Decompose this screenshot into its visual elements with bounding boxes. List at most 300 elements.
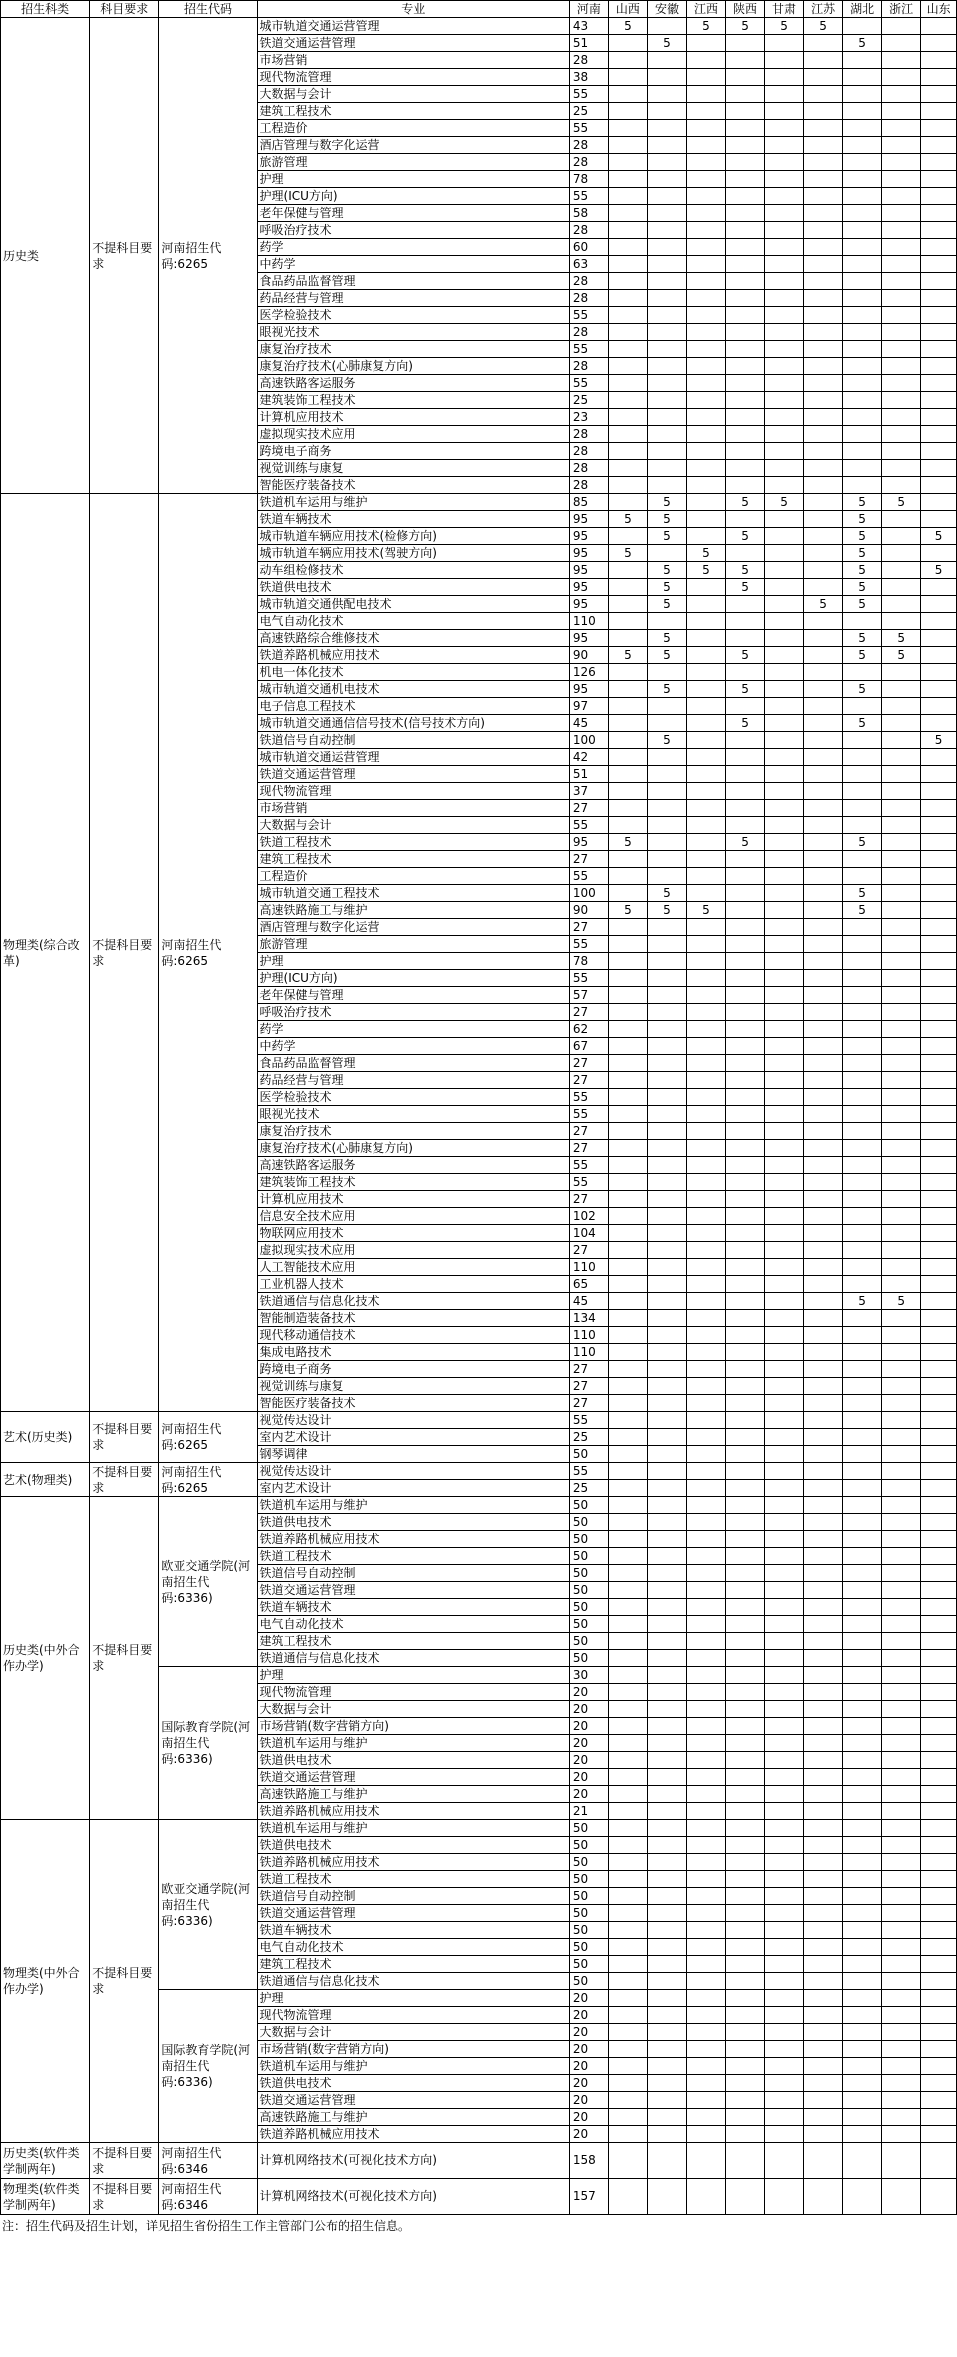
province-count-cell (765, 1905, 804, 1922)
province-count-cell (921, 1004, 957, 1021)
province-count-cell (804, 1803, 843, 1820)
province-count-cell (647, 953, 686, 970)
major-cell: 药品经营与管理 (257, 1072, 569, 1089)
province-count-cell (608, 1259, 647, 1276)
province-count-cell (686, 987, 725, 1004)
province-count-cell (804, 239, 843, 256)
province-count-cell (843, 1701, 882, 1718)
henan-count-cell: 43 (569, 18, 608, 35)
henan-count-cell: 60 (569, 239, 608, 256)
province-count-cell (804, 460, 843, 477)
province-count-cell (921, 834, 957, 851)
province-count-cell (726, 52, 765, 69)
province-count-cell: 5 (726, 647, 765, 664)
province-count-cell (921, 647, 957, 664)
province-count-cell: 5 (843, 528, 882, 545)
province-count-cell: 5 (843, 494, 882, 511)
province-count-cell (647, 766, 686, 783)
henan-count-cell: 50 (569, 1922, 608, 1939)
province-count-cell (608, 1514, 647, 1531)
major-cell: 铁道交通运营管理 (257, 1905, 569, 1922)
province-count-cell (765, 987, 804, 1004)
province-count-cell (804, 868, 843, 885)
province-count-cell (921, 307, 957, 324)
province-count-cell (804, 545, 843, 562)
province-count-cell (647, 1089, 686, 1106)
province-count-cell (765, 2143, 804, 2179)
province-count-cell (804, 1956, 843, 1973)
province-count-cell (921, 664, 957, 681)
province-count-cell: 5 (882, 494, 921, 511)
province-count-cell (921, 1871, 957, 1888)
group-cell: 物理类(中外合作办学) (1, 1820, 90, 2143)
province-count-cell (686, 1208, 725, 1225)
province-count-cell (921, 86, 957, 103)
province-count-cell (765, 358, 804, 375)
major-cell: 护理 (257, 953, 569, 970)
province-count-cell (726, 613, 765, 630)
province-count-cell (921, 2041, 957, 2058)
province-count-cell: 5 (804, 18, 843, 35)
province-count-cell (647, 2007, 686, 2024)
province-count-cell (765, 902, 804, 919)
province-count-cell (608, 1633, 647, 1650)
province-count-cell (647, 1004, 686, 1021)
province-count-cell (608, 1191, 647, 1208)
province-count-cell (726, 1038, 765, 1055)
province-count-cell: 5 (647, 902, 686, 919)
province-count-cell: 5 (843, 647, 882, 664)
major-cell: 铁道供电技术 (257, 1837, 569, 1854)
province-count-cell (921, 273, 957, 290)
henan-count-cell: 25 (569, 392, 608, 409)
province-count-cell (921, 1191, 957, 1208)
province-count-cell (921, 1820, 957, 1837)
province-count-cell (726, 1208, 765, 1225)
henan-count-cell: 51 (569, 766, 608, 783)
major-cell: 城市轨道交通运营管理 (257, 18, 569, 35)
province-count-cell (765, 1055, 804, 1072)
province-count-cell (765, 1208, 804, 1225)
province-count-cell (921, 783, 957, 800)
province-count-cell (882, 1480, 921, 1497)
henan-count-cell: 20 (569, 1752, 608, 1769)
province-count-cell (647, 1701, 686, 1718)
province-count-cell (921, 18, 957, 35)
province-count-cell (921, 817, 957, 834)
province-count-cell (804, 205, 843, 222)
province-count-cell (765, 1701, 804, 1718)
group-cell: 历史类 (1, 18, 90, 494)
henan-count-cell: 90 (569, 647, 608, 664)
province-count-cell (726, 256, 765, 273)
province-count-cell (608, 443, 647, 460)
henan-count-cell: 50 (569, 1582, 608, 1599)
province-count-cell (804, 698, 843, 715)
province-count-cell (765, 1004, 804, 1021)
province-count-cell (765, 1973, 804, 1990)
major-cell: 大数据与会计 (257, 817, 569, 834)
province-count-cell (647, 1531, 686, 1548)
province-count-cell (843, 307, 882, 324)
province-count-cell (882, 375, 921, 392)
province-count-cell (726, 426, 765, 443)
province-count-cell (843, 154, 882, 171)
group-cell: 物理类(综合改革) (1, 494, 90, 1412)
province-count-cell (843, 1361, 882, 1378)
province-count-cell (765, 1565, 804, 1582)
province-count-cell (647, 426, 686, 443)
province-count-cell (882, 851, 921, 868)
province-count-cell (608, 1463, 647, 1480)
province-count-cell (765, 1089, 804, 1106)
province-count-cell (686, 307, 725, 324)
henan-count-cell: 55 (569, 1089, 608, 1106)
major-cell: 护理 (257, 1667, 569, 1684)
province-count-cell (726, 1344, 765, 1361)
henan-count-cell: 55 (569, 341, 608, 358)
province-count-cell (921, 1157, 957, 1174)
province-count-cell (726, 1973, 765, 1990)
province-count-cell (608, 103, 647, 120)
province-count-cell: 5 (726, 18, 765, 35)
province-count-cell (921, 494, 957, 511)
major-cell: 老年保健与管理 (257, 987, 569, 1004)
province-count-cell (882, 664, 921, 681)
province-count-cell: 5 (882, 630, 921, 647)
province-count-cell (686, 1327, 725, 1344)
henan-count-cell: 20 (569, 1701, 608, 1718)
province-count-cell (647, 273, 686, 290)
province-count-cell (686, 1089, 725, 1106)
province-count-cell (608, 2024, 647, 2041)
province-count-cell (843, 1684, 882, 1701)
province-count-cell (882, 1684, 921, 1701)
province-count-cell (765, 1718, 804, 1735)
major-cell: 铁道机车运用与维护 (257, 1820, 569, 1837)
province-count-cell (608, 1939, 647, 1956)
province-count-cell (921, 681, 957, 698)
province-count-cell (843, 1667, 882, 1684)
province-count-cell (726, 749, 765, 766)
province-count-cell (608, 324, 647, 341)
province-count-cell (882, 1327, 921, 1344)
province-count-cell (608, 1123, 647, 1140)
province-count-cell (882, 18, 921, 35)
province-count-cell (686, 2179, 725, 2215)
province-count-cell (765, 290, 804, 307)
province-count-cell (686, 222, 725, 239)
province-count-cell (647, 52, 686, 69)
henan-count-cell: 95 (569, 545, 608, 562)
major-cell: 酒店管理与数字化运营 (257, 137, 569, 154)
province-count-cell (608, 35, 647, 52)
province-count-cell (921, 375, 957, 392)
province-count-cell (686, 69, 725, 86)
province-count-cell (843, 1616, 882, 1633)
province-count-cell: 5 (843, 834, 882, 851)
province-count-cell (882, 1412, 921, 1429)
province-count-cell (765, 1395, 804, 1412)
province-count-cell (804, 477, 843, 494)
province-count-cell (882, 2075, 921, 2092)
province-count-cell (882, 1123, 921, 1140)
province-count-cell (804, 154, 843, 171)
major-cell: 工业机器人技术 (257, 1276, 569, 1293)
province-count-cell (686, 1446, 725, 1463)
province-count-cell (726, 1854, 765, 1871)
province-count-cell (647, 800, 686, 817)
province-count-cell (843, 290, 882, 307)
province-count-cell (921, 1089, 957, 1106)
province-count-cell (765, 1310, 804, 1327)
henan-count-cell: 50 (569, 1871, 608, 1888)
province-count-cell (843, 1973, 882, 1990)
province-count-cell (686, 1599, 725, 1616)
header-cell: 河南 (569, 1, 608, 18)
henan-count-cell: 78 (569, 171, 608, 188)
henan-count-cell: 28 (569, 358, 608, 375)
province-count-cell (765, 800, 804, 817)
province-count-cell (882, 137, 921, 154)
province-count-cell (882, 1786, 921, 1803)
henan-count-cell: 62 (569, 1021, 608, 1038)
province-count-cell: 5 (608, 511, 647, 528)
province-count-cell (686, 1888, 725, 1905)
major-cell: 高速铁路客运服务 (257, 375, 569, 392)
henan-count-cell: 50 (569, 1956, 608, 1973)
province-count-cell: 5 (843, 630, 882, 647)
province-count-cell (882, 1021, 921, 1038)
major-cell: 铁道通信与信息化技术 (257, 1293, 569, 1310)
province-count-cell (726, 1004, 765, 1021)
henan-count-cell: 85 (569, 494, 608, 511)
henan-count-cell: 25 (569, 1429, 608, 1446)
province-count-cell (647, 1616, 686, 1633)
province-count-cell (608, 1905, 647, 1922)
province-count-cell (608, 154, 647, 171)
henan-count-cell: 27 (569, 1004, 608, 1021)
province-count-cell (608, 1344, 647, 1361)
province-count-cell (647, 1208, 686, 1225)
province-count-cell (686, 1038, 725, 1055)
province-count-cell (804, 171, 843, 188)
header-cell: 山东 (921, 1, 957, 18)
province-count-cell: 5 (647, 647, 686, 664)
province-count-cell (608, 1922, 647, 1939)
henan-count-cell: 50 (569, 1514, 608, 1531)
province-count-cell (608, 2109, 647, 2126)
province-count-cell (765, 2179, 804, 2215)
province-count-cell (882, 2058, 921, 2075)
major-cell: 视觉训练与康复 (257, 460, 569, 477)
province-count-cell (686, 1718, 725, 1735)
province-count-cell (882, 222, 921, 239)
province-count-cell: 5 (647, 596, 686, 613)
province-count-cell (647, 1276, 686, 1293)
province-count-cell (921, 766, 957, 783)
province-count-cell (686, 664, 725, 681)
province-count-cell (608, 1446, 647, 1463)
province-count-cell (608, 1871, 647, 1888)
province-count-cell (726, 375, 765, 392)
province-count-cell (686, 1361, 725, 1378)
province-count-cell (686, 1055, 725, 1072)
group-cell: 艺术(物理类) (1, 1463, 90, 1497)
province-count-cell (882, 511, 921, 528)
province-count-cell (608, 579, 647, 596)
major-cell: 康复治疗技术(心肺康复方向) (257, 358, 569, 375)
province-count-cell (843, 919, 882, 936)
province-count-cell (686, 936, 725, 953)
province-count-cell (921, 52, 957, 69)
province-count-cell (765, 307, 804, 324)
province-count-cell (921, 426, 957, 443)
province-count-cell (921, 613, 957, 630)
province-count-cell (765, 1480, 804, 1497)
province-count-cell (804, 103, 843, 120)
province-count-cell (726, 1684, 765, 1701)
major-cell: 铁道通信与信息化技术 (257, 1650, 569, 1667)
group-cell: 不提科目要求 (90, 2143, 159, 2179)
province-count-cell (647, 154, 686, 171)
province-count-cell (882, 1582, 921, 1599)
major-cell: 铁道信号自动控制 (257, 1565, 569, 1582)
henan-count-cell: 27 (569, 1361, 608, 1378)
province-count-cell (882, 426, 921, 443)
table-row (1, 1463, 957, 1480)
major-cell: 铁道供电技术 (257, 2075, 569, 2092)
province-count-cell (843, 868, 882, 885)
province-count-cell (726, 1089, 765, 1106)
province-count-cell (804, 1667, 843, 1684)
province-count-cell (726, 239, 765, 256)
group-cell: 不提科目要求 (90, 1463, 159, 1497)
province-count-cell (726, 1327, 765, 1344)
province-count-cell (726, 2041, 765, 2058)
province-count-cell (726, 1650, 765, 1667)
province-count-cell (843, 1225, 882, 1242)
province-count-cell (686, 1344, 725, 1361)
province-count-cell (686, 1259, 725, 1276)
province-count-cell (726, 1157, 765, 1174)
province-count-cell (921, 1837, 957, 1854)
province-count-cell (647, 613, 686, 630)
province-count-cell (686, 188, 725, 205)
province-count-cell (647, 1667, 686, 1684)
province-count-cell (882, 205, 921, 222)
province-count-cell (882, 1225, 921, 1242)
province-count-cell: 5 (647, 732, 686, 749)
major-cell: 老年保健与管理 (257, 205, 569, 222)
province-count-cell (647, 1361, 686, 1378)
province-count-cell (843, 1004, 882, 1021)
henan-count-cell: 28 (569, 477, 608, 494)
province-count-cell (608, 1480, 647, 1497)
province-count-cell (804, 1412, 843, 1429)
province-count-cell: 5 (686, 902, 725, 919)
major-cell: 城市轨道交通机电技术 (257, 681, 569, 698)
province-count-cell (726, 1616, 765, 1633)
header-cell: 安徽 (647, 1, 686, 18)
province-count-cell (843, 1157, 882, 1174)
header-cell: 山西 (608, 1, 647, 18)
province-count-cell (765, 562, 804, 579)
province-count-cell (843, 970, 882, 987)
province-count-cell (726, 1174, 765, 1191)
province-count-cell (882, 2143, 921, 2179)
province-count-cell (804, 1905, 843, 1922)
province-count-cell (804, 1463, 843, 1480)
province-count-cell (726, 1803, 765, 1820)
province-count-cell (765, 2126, 804, 2143)
province-count-cell (804, 290, 843, 307)
major-cell: 现代物流管理 (257, 783, 569, 800)
henan-count-cell: 55 (569, 375, 608, 392)
province-count-cell (804, 715, 843, 732)
province-count-cell (882, 1208, 921, 1225)
major-cell: 工程造价 (257, 868, 569, 885)
province-count-cell (608, 851, 647, 868)
province-count-cell (843, 137, 882, 154)
henan-count-cell: 50 (569, 1633, 608, 1650)
province-count-cell (686, 256, 725, 273)
henan-count-cell: 27 (569, 851, 608, 868)
province-count-cell (647, 1429, 686, 1446)
province-count-cell (608, 1106, 647, 1123)
province-count-cell (843, 613, 882, 630)
province-count-cell (608, 936, 647, 953)
major-cell: 药学 (257, 239, 569, 256)
province-count-cell (608, 1140, 647, 1157)
henan-count-cell: 50 (569, 1837, 608, 1854)
province-count-cell (921, 1514, 957, 1531)
henan-count-cell: 27 (569, 800, 608, 817)
province-count-cell (882, 1803, 921, 1820)
province-count-cell (608, 2126, 647, 2143)
province-count-cell (804, 579, 843, 596)
henan-count-cell: 55 (569, 868, 608, 885)
province-count-cell (921, 1293, 957, 1310)
province-count-cell (726, 783, 765, 800)
province-count-cell (765, 137, 804, 154)
province-count-cell (686, 103, 725, 120)
henan-count-cell: 51 (569, 35, 608, 52)
province-count-cell (608, 817, 647, 834)
province-count-cell (921, 341, 957, 358)
henan-count-cell: 38 (569, 69, 608, 86)
province-count-cell (647, 1990, 686, 2007)
province-count-cell (843, 1752, 882, 1769)
province-count-cell (647, 2143, 686, 2179)
major-cell: 眼视光技术 (257, 1106, 569, 1123)
henan-count-cell: 97 (569, 698, 608, 715)
province-count-cell (804, 443, 843, 460)
province-count-cell (765, 392, 804, 409)
table-row (1, 18, 957, 35)
province-count-cell (765, 936, 804, 953)
province-count-cell (843, 1990, 882, 2007)
province-count-cell: 5 (726, 562, 765, 579)
province-count-cell (843, 1327, 882, 1344)
province-count-cell (921, 324, 957, 341)
henan-count-cell: 126 (569, 664, 608, 681)
province-count-cell (647, 1922, 686, 1939)
province-count-cell (726, 307, 765, 324)
province-count-cell (647, 1803, 686, 1820)
province-count-cell: 5 (804, 596, 843, 613)
province-count-cell (686, 1072, 725, 1089)
